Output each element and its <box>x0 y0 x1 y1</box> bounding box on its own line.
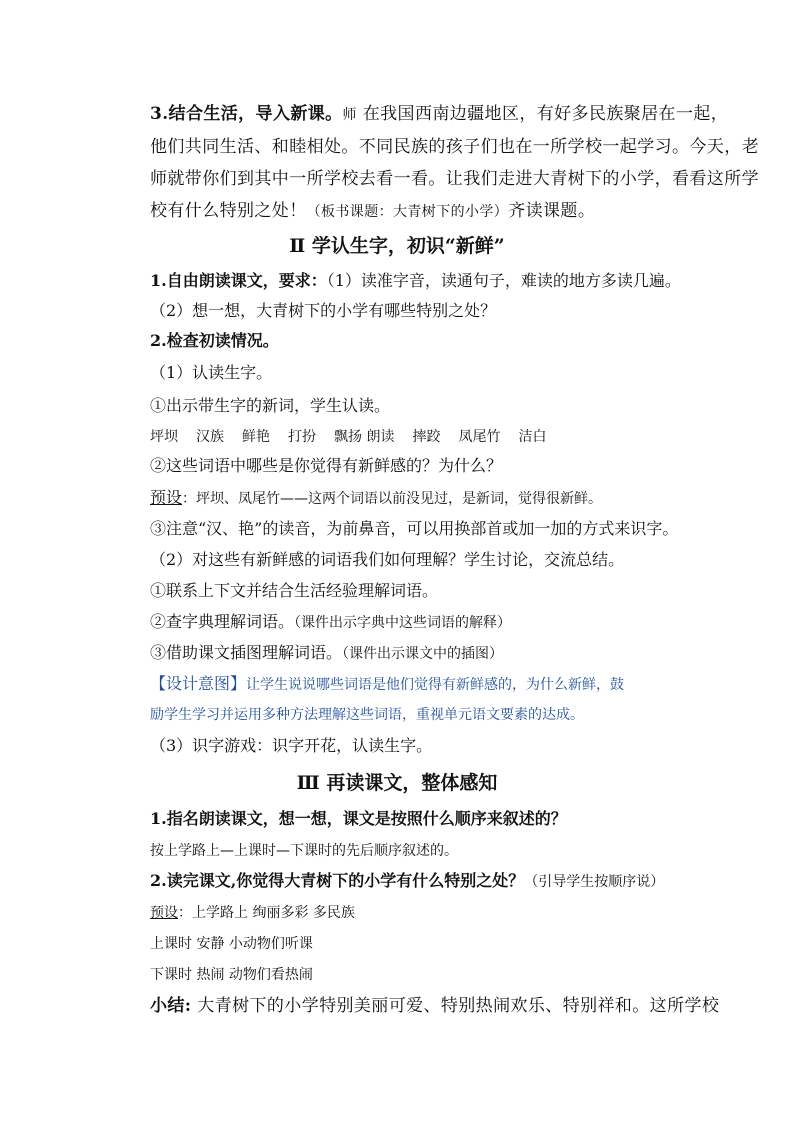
intro-line-1: 3.结合生活，导入新课。师 在我国西南边疆地区，有好多民族聚居在一起， <box>150 104 729 124</box>
s2-method2: ②查字典理解词语。（课件出示字典中这些词语的解释） <box>150 612 512 631</box>
word-0: 坪坝 <box>150 429 178 445</box>
section-3-heading: Ⅲ 再读课文，整体感知 <box>296 772 498 794</box>
word-2: 鲜艳 <box>242 429 270 445</box>
design-intent-line1: 【设计意图】让学生说说哪些词语是他们觉得有新鲜感的，为什么新鲜，鼓 <box>150 674 625 693</box>
s3-preset-row3: 下课时 热闹 动物们看热闹 <box>150 967 313 983</box>
word-6: 凤尾竹 <box>458 429 501 445</box>
s2-preset1: 预设：坪坝、凤尾竹——这两个词语以前没见过，是新词，觉得很新鲜。 <box>150 488 603 507</box>
s2-sub3: （3）识字游戏：识字开花，认读生字。 <box>150 736 433 755</box>
new-words-row <box>150 425 564 448</box>
word-7: 洁白 <box>518 429 547 445</box>
s3-preset-row1: 预设：上学路上 绚丽多彩 多民族 <box>150 905 355 921</box>
word-4: 飘扬 朗读 <box>334 429 395 445</box>
s2-sub2: （2）对这些有新鲜感的词语我们如何理解？学生讨论，交流总结。 <box>150 550 625 569</box>
section-2-heading: Ⅱ 学认生字，初识“新鲜” <box>289 235 505 257</box>
intro-line-2: 他们共同生活、和睦相处。不同民族的孩子们也在一所学校一起学习。今天，老 <box>150 137 759 157</box>
s2-step2: ②这些词语中哪些是你觉得有新鲜感的？为什么？ <box>150 456 503 475</box>
word-3: 打扮 <box>288 429 316 445</box>
s2-item1-line1: 1.自由朗读课文，要求：（1）读准字音，读通句子，难读的地方多读几遍。 <box>150 271 681 290</box>
s2-method3: ③借助课文插图理解词语。（课件出示课文中的插图） <box>150 643 504 662</box>
s2-item2-heading: 2.检查初读情况。 <box>150 331 279 350</box>
s2-item1-line2: （2）想一想，大青树下的小学有哪些特别之处？ <box>150 301 497 320</box>
s2-sub1: （1）认读生字。 <box>150 363 273 382</box>
s3-item1: 1.指名朗读课文，想一想，课文是按照什么顺序来叙述的？ <box>150 809 567 828</box>
s3-item2: 2.读完课文,你觉得大青树下的小学有什么特别之处？（引导学生按顺序说） <box>150 871 665 890</box>
word-5: 摔跤 <box>412 429 441 445</box>
s2-method1: ①联系上下文并结合生活经验理解词语。 <box>150 581 439 600</box>
s2-step1: ①出示带生字的新词，学生认读。 <box>150 396 391 415</box>
s3-preset-row2: 上课时 安静 小动物们听课 <box>150 936 313 952</box>
s3-item1-answer: 按上学路上—上课时—下课时的先后顺序叙述的。 <box>150 843 458 859</box>
intro-line-3: 师就带你们到其中一所学校去看一看。让我们走进大青树下的小学，看看这所学 <box>150 169 759 189</box>
s2-step3: ③注意“汉、艳”的读音，为前鼻音，可以用换部首或加一加的方式来识字。 <box>150 519 679 538</box>
design-intent-line2: 励学生学习并运用多种方法理解这些词语，重视单元语文要素的达成。 <box>150 707 584 723</box>
intro-line-4: 校有什么特别之处！（板书课题：大青树下的小学）齐读课题。 <box>150 201 596 221</box>
word-1: 汉族 <box>196 429 224 445</box>
s3-summary: 小结: 大青树下的小学特别美丽可爱、特别热闹欢乐、特别祥和。这所学校 <box>150 996 720 1016</box>
